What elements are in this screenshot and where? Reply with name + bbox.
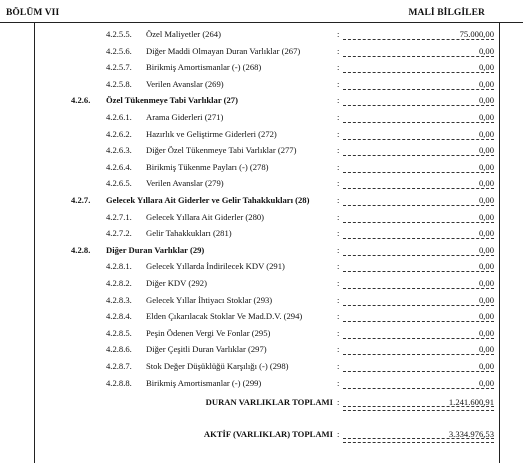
colon-separator: : xyxy=(337,62,340,73)
account-value: 0,00 xyxy=(478,361,494,371)
dashed-rule xyxy=(343,89,494,90)
account-code: 4.2.5.6. xyxy=(106,45,132,56)
account-label: Özel Tükenmeye Tabi Varlıklar (27) xyxy=(106,95,238,106)
account-row xyxy=(0,126,523,142)
dashed-rule xyxy=(343,238,494,239)
dashed-rule xyxy=(343,155,494,156)
total-value: 1.241.600,91 xyxy=(448,397,494,407)
colon-separator: : xyxy=(337,128,340,139)
total-row-aktif xyxy=(0,426,523,442)
account-code: 4.2.6.4. xyxy=(106,161,132,172)
account-value: 0,00 xyxy=(478,377,494,388)
colon-separator: : xyxy=(337,29,340,39)
account-label: Gelecek Yıllarda İndirilecek KDV (291) xyxy=(146,261,285,272)
account-row xyxy=(0,142,523,158)
account-row xyxy=(0,159,523,175)
account-value: 0,00 xyxy=(478,261,494,272)
account-code: 4.2.6.3. xyxy=(106,145,132,156)
dashed-rule xyxy=(343,271,494,272)
account-label: Hazırlık ve Geliştirme Giderleri (272) xyxy=(146,128,277,139)
account-label: Gelecek Yıllara Ait Giderler ve Gelir Tahakkukları (28) xyxy=(106,195,310,205)
account-code: 4.2.7. xyxy=(71,195,91,205)
account-label: Diğer Çeşitli Duran Varlıklar (297) xyxy=(146,344,267,355)
group-row xyxy=(0,192,523,208)
dashed-rule xyxy=(343,222,494,223)
account-value: 0,00 xyxy=(478,178,494,189)
account-label: Peşin Ödenen Vergi Ve Fonlar (295) xyxy=(146,327,271,338)
colon-separator: : xyxy=(337,228,340,239)
colon-separator: : xyxy=(337,397,340,407)
group-row xyxy=(0,242,523,258)
group-row xyxy=(0,92,523,108)
total-label: DURAN VARLIKLAR TOPLAMI xyxy=(205,397,333,407)
account-row xyxy=(0,258,523,274)
account-value: 0,00 xyxy=(478,161,494,172)
account-label: Gelecek Yıllar İhtiyacı Stoklar (293) xyxy=(146,294,273,305)
colon-separator: : xyxy=(337,311,340,322)
dashed-rule xyxy=(343,388,494,389)
account-value: 0,00 xyxy=(478,45,494,56)
colon-separator: : xyxy=(337,45,340,56)
dashed-rule xyxy=(343,105,494,106)
colon-separator: : xyxy=(337,112,340,122)
account-code: 4.2.8.1. xyxy=(106,261,132,272)
account-row xyxy=(0,43,523,59)
account-value: 0,00 xyxy=(478,112,494,122)
colon-separator: : xyxy=(337,278,340,288)
dashed-rule xyxy=(343,305,494,306)
dashed-rule xyxy=(343,39,494,40)
colon-separator: : xyxy=(337,95,340,106)
account-label: Verilen Avanslar (269) xyxy=(146,78,224,89)
account-label: Gelir Tahakkukları (281) xyxy=(146,228,232,239)
colon-separator: : xyxy=(337,344,340,355)
dashed-rule xyxy=(343,442,494,443)
account-value: 0,00 xyxy=(478,294,494,305)
account-code: 4.2.6.5. xyxy=(106,178,132,189)
account-label: Verilen Avanslar (279) xyxy=(146,178,224,189)
account-row xyxy=(0,325,523,341)
dashed-rule xyxy=(343,321,494,322)
account-value: 0,00 xyxy=(478,95,494,106)
page-title: MALİ BİLGİLER xyxy=(408,8,485,18)
account-value: 0,00 xyxy=(478,128,494,139)
colon-separator: : xyxy=(337,178,340,189)
account-value: 0,00 xyxy=(478,344,494,355)
account-row xyxy=(0,109,523,125)
account-row xyxy=(0,175,523,191)
account-row xyxy=(0,275,523,291)
account-code: 4.2.8.7. xyxy=(106,361,132,371)
account-label: Birikmiş Amortismanlar (-) (268) xyxy=(146,62,262,73)
account-row xyxy=(0,341,523,357)
account-label: Diğer Özel Tükenmeye Tabi Varlıklar (277) xyxy=(146,145,297,156)
colon-separator: : xyxy=(337,195,340,205)
colon-separator: : xyxy=(337,211,340,222)
account-value: 0,00 xyxy=(478,62,494,73)
account-code: 4.2.5.8. xyxy=(106,78,132,89)
total-value: 3.334.976,53 xyxy=(448,429,494,439)
header-rule xyxy=(0,22,523,23)
account-value: 0,00 xyxy=(478,211,494,222)
account-label: Stok Değer Düşüklüğü Karşılığı (-) (298) xyxy=(146,361,289,371)
dashed-rule xyxy=(343,438,494,439)
account-label: Diğer Duran Varlıklar (29) xyxy=(106,244,205,255)
account-row xyxy=(0,225,523,241)
account-row xyxy=(0,375,523,391)
account-value: 0,00 xyxy=(478,278,494,288)
account-value: 0,00 xyxy=(478,311,494,322)
account-code: 4.2.8.5. xyxy=(106,327,132,338)
account-row xyxy=(0,292,523,308)
dashed-rule xyxy=(343,139,494,140)
dashed-rule xyxy=(343,172,494,173)
colon-separator: : xyxy=(337,327,340,338)
account-value: 0,00 xyxy=(478,244,494,255)
account-code: 4.2.8. xyxy=(71,244,91,255)
dashed-rule xyxy=(343,188,494,189)
dashed-rule xyxy=(343,72,494,73)
colon-separator: : xyxy=(337,244,340,255)
colon-separator: : xyxy=(337,294,340,305)
dashed-rule xyxy=(343,122,494,123)
account-code: 4.2.8.4. xyxy=(106,311,132,322)
dashed-rule xyxy=(343,410,494,411)
account-code: 4.2.8.8. xyxy=(106,377,132,388)
account-value: 75.000,00 xyxy=(459,29,494,39)
account-code: 4.2.6. xyxy=(71,95,91,106)
account-row xyxy=(0,59,523,75)
account-label: Diğer KDV (292) xyxy=(146,278,207,288)
section-title: BÖLÜM VII xyxy=(6,8,60,18)
account-label: Özel Maliyetler (264) xyxy=(146,29,221,39)
colon-separator: : xyxy=(337,78,340,89)
colon-separator: : xyxy=(337,361,340,371)
account-code: 4.2.8.6. xyxy=(106,344,132,355)
account-label: Diğer Maddi Olmayan Duran Varlıklar (267) xyxy=(146,45,301,56)
account-label: Birikmiş Amortismanlar (-) (299) xyxy=(146,377,262,388)
account-code: 4.2.7.2. xyxy=(106,228,132,239)
colon-separator: : xyxy=(337,145,340,156)
account-value: 0,00 xyxy=(478,228,494,239)
account-code: 4.2.8.2. xyxy=(106,278,132,288)
account-code: 4.2.7.1. xyxy=(106,211,132,222)
dashed-rule xyxy=(343,354,494,355)
dashed-rule xyxy=(343,338,494,339)
account-row xyxy=(0,209,523,225)
dashed-rule xyxy=(343,255,494,256)
dashed-rule xyxy=(343,205,494,206)
account-code: 4.2.8.3. xyxy=(106,294,132,305)
account-value: 0,00 xyxy=(478,145,494,156)
account-value: 0,00 xyxy=(478,195,494,205)
account-value: 0,00 xyxy=(478,78,494,89)
account-row xyxy=(0,26,523,42)
account-code: 4.2.6.2. xyxy=(106,128,132,139)
colon-separator: : xyxy=(337,377,340,388)
account-label: Birikmiş Tükenme Payları (-) (278) xyxy=(146,161,269,172)
dashed-rule xyxy=(343,371,494,372)
account-row xyxy=(0,308,523,324)
total-row-duran xyxy=(0,394,523,410)
account-code: 4.2.5.7. xyxy=(106,62,132,73)
account-row xyxy=(0,358,523,374)
account-label: Gelecek Yıllara Ait Giderler (280) xyxy=(146,211,265,222)
dashed-rule xyxy=(343,406,494,407)
colon-separator: : xyxy=(337,429,340,439)
colon-separator: : xyxy=(337,161,340,172)
account-code: 4.2.5.5. xyxy=(106,29,132,39)
total-label: AKTİF (VARLIKLAR) TOPLAMI xyxy=(203,429,333,439)
account-label: Elden Çıkarılacak Stoklar Ve Mad.D.V. (294) xyxy=(146,311,303,322)
account-row xyxy=(0,76,523,92)
colon-separator: : xyxy=(337,261,340,272)
dashed-rule xyxy=(343,56,494,57)
account-value: 0,00 xyxy=(478,327,494,338)
account-code: 4.2.6.1. xyxy=(106,112,132,122)
dashed-rule xyxy=(343,288,494,289)
account-label: Arama Giderleri (271) xyxy=(146,112,224,122)
